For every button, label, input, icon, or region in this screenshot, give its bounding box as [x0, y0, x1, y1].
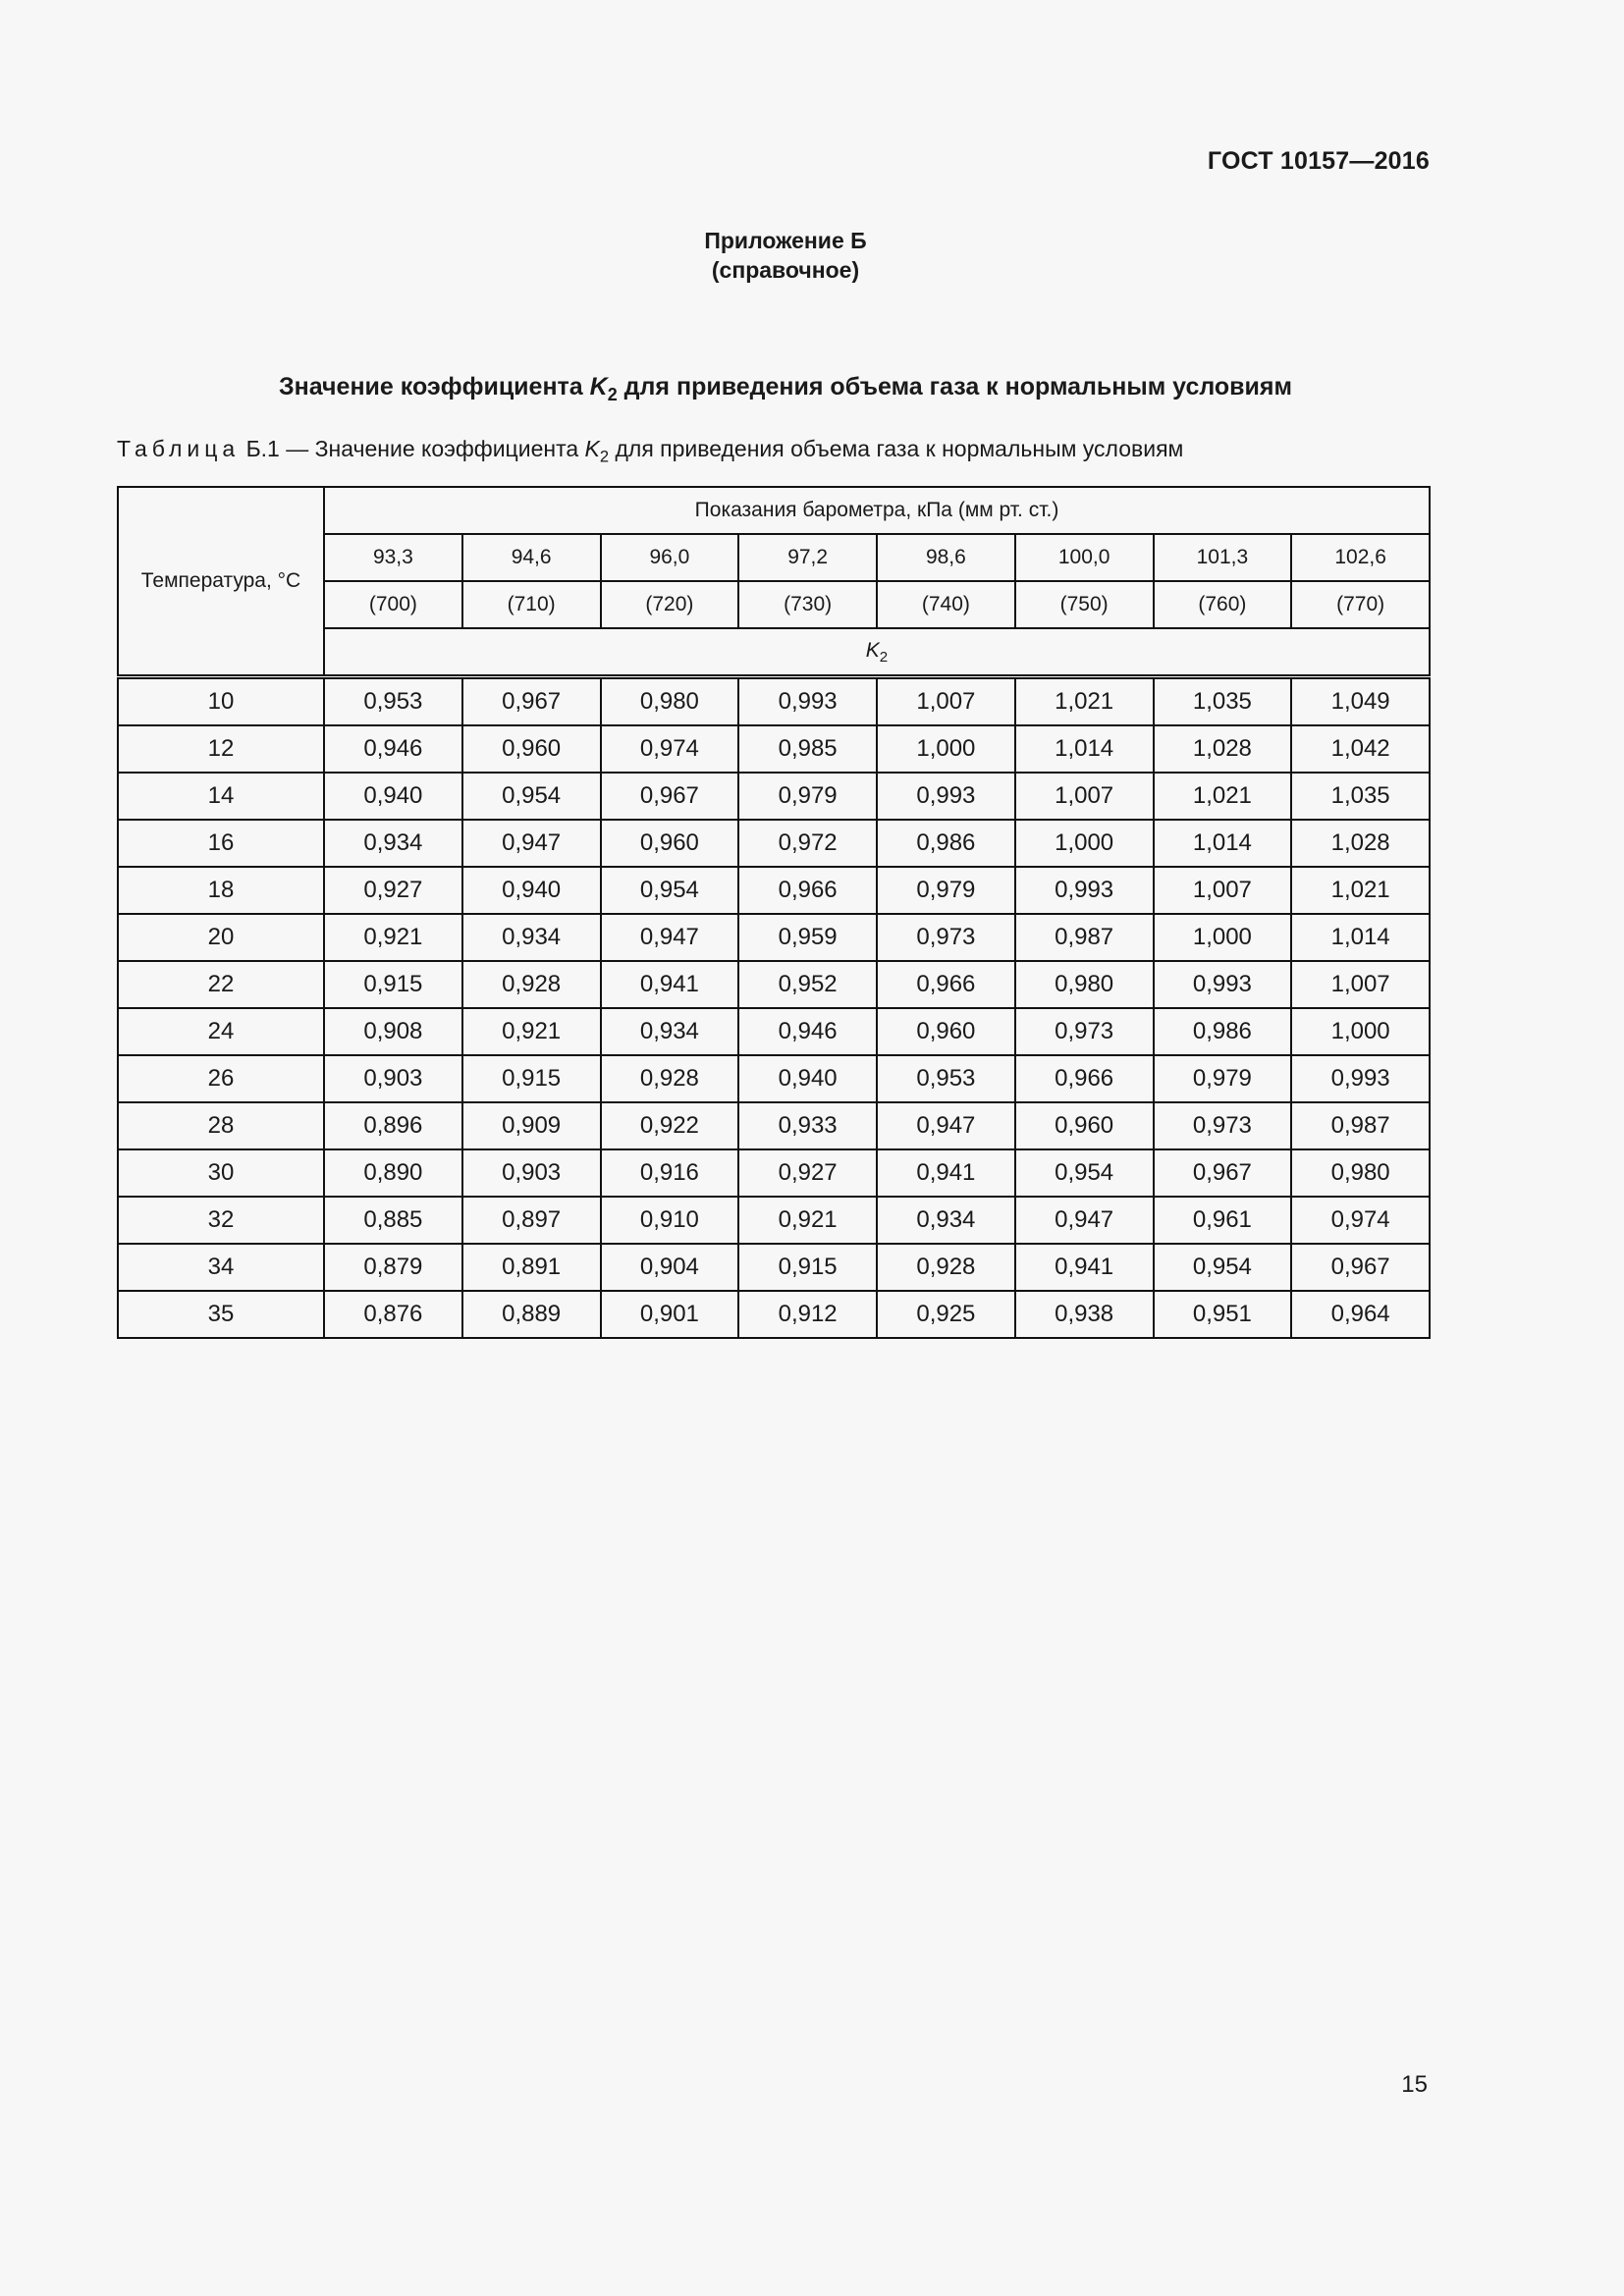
table-row — [118, 1244, 1430, 1291]
k2-value-cell: 0,890 — [324, 1149, 462, 1197]
k2-value-cell: 1,014 — [1154, 820, 1292, 867]
pressure-mmhg-header: (740) — [877, 581, 1015, 628]
table-row — [118, 914, 1430, 961]
pressure-kpa-header: 102,6 — [1291, 534, 1430, 581]
k2-value-cell: 0,974 — [601, 725, 739, 773]
k2-value-cell: 1,000 — [1291, 1008, 1430, 1055]
k2-label — [324, 628, 1430, 677]
k2-value-cell: 0,952 — [738, 961, 877, 1008]
k2-value-cell: 0,967 — [462, 677, 601, 726]
k2-value-cell: 1,007 — [1154, 867, 1292, 914]
k2-value-cell: 0,960 — [601, 820, 739, 867]
k2-value-cell: 0,979 — [738, 773, 877, 820]
pressure-kpa-header: 94,6 — [462, 534, 601, 581]
k2-value-cell: 0,938 — [1015, 1291, 1154, 1338]
k2-value-cell: 0,891 — [462, 1244, 601, 1291]
k2-value-cell: 0,946 — [738, 1008, 877, 1055]
k2-value-cell: 0,986 — [877, 820, 1015, 867]
k2-value-cell: 0,933 — [738, 1102, 877, 1149]
caption-subscript: 2 — [599, 447, 610, 466]
table-row — [118, 677, 1430, 726]
k2-value-cell: 0,941 — [601, 961, 739, 1008]
k2-value-cell: 0,954 — [601, 867, 739, 914]
caption-symbol: K — [584, 436, 600, 461]
k2-value-cell: 0,915 — [324, 961, 462, 1008]
temperature-cell: 18 — [118, 867, 324, 914]
k2-value-cell: 0,940 — [324, 773, 462, 820]
k2-value-cell: 0,889 — [462, 1291, 601, 1338]
pressure-mmhg-header: (760) — [1154, 581, 1292, 628]
k2-value-cell: 0,964 — [1291, 1291, 1430, 1338]
temperature-cell: 28 — [118, 1102, 324, 1149]
k2-value-cell: 0,993 — [1154, 961, 1292, 1008]
table-row — [118, 1055, 1430, 1102]
table-row — [118, 1149, 1430, 1197]
pressure-kpa-header: 98,6 — [877, 534, 1015, 581]
k2-value-cell: 0,921 — [738, 1197, 877, 1244]
k2-value-cell: 0,896 — [324, 1102, 462, 1149]
k2-value-cell: 1,028 — [1154, 725, 1292, 773]
k2-value-cell: 1,007 — [1015, 773, 1154, 820]
k2-value-cell: 0,993 — [1015, 867, 1154, 914]
k2-value-cell: 0,897 — [462, 1197, 601, 1244]
k2-value-cell: 0,993 — [1291, 1055, 1430, 1102]
section-title-end: для приведения объема газа к нормальным условиям — [617, 373, 1292, 400]
pressure-kpa-header: 96,0 — [601, 534, 739, 581]
k2-value-cell: 0,934 — [462, 914, 601, 961]
header-row-group — [118, 487, 1430, 534]
k2-value-cell: 0,947 — [1015, 1197, 1154, 1244]
k2-value-cell: 1,000 — [1015, 820, 1154, 867]
k2-value-cell: 0,973 — [1015, 1008, 1154, 1055]
k2-value-cell: 1,049 — [1291, 677, 1430, 726]
k2-value-cell: 0,940 — [738, 1055, 877, 1102]
k2-value-cell: 1,000 — [877, 725, 1015, 773]
k2-value-cell: 0,915 — [462, 1055, 601, 1102]
pressure-mmhg-header: (710) — [462, 581, 601, 628]
table-row — [118, 867, 1430, 914]
k2-label-subscript: 2 — [879, 648, 889, 666]
k2-value-cell: 0,921 — [324, 914, 462, 961]
k2-value-cell: 0,912 — [738, 1291, 877, 1338]
k2-value-cell: 0,910 — [601, 1197, 739, 1244]
k2-value-cell: 0,979 — [877, 867, 1015, 914]
k2-value-cell: 0,953 — [877, 1055, 1015, 1102]
k2-value-cell: 1,035 — [1154, 677, 1292, 726]
table-caption — [117, 436, 1183, 466]
k2-value-cell: 0,961 — [1154, 1197, 1292, 1244]
k2-value-cell: 0,909 — [462, 1102, 601, 1149]
k2-value-cell: 0,980 — [1291, 1149, 1430, 1197]
k2-value-cell: 0,934 — [324, 820, 462, 867]
k2-value-cell: 0,941 — [877, 1149, 1015, 1197]
pressure-kpa-header: 97,2 — [738, 534, 877, 581]
pressure-mmhg-header: (720) — [601, 581, 739, 628]
k2-value-cell: 0,993 — [738, 677, 877, 726]
temperature-cell: 10 — [118, 677, 324, 726]
k2-value-cell: 1,042 — [1291, 725, 1430, 773]
k2-value-cell: 1,014 — [1291, 914, 1430, 961]
temperature-cell: 35 — [118, 1291, 324, 1338]
k2-value-cell: 0,908 — [324, 1008, 462, 1055]
k2-value-cell: 0,921 — [462, 1008, 601, 1055]
appendix-heading — [0, 226, 1571, 285]
k2-value-cell: 0,972 — [738, 820, 877, 867]
k2-value-cell: 0,973 — [877, 914, 1015, 961]
k2-value-cell: 0,987 — [1291, 1102, 1430, 1149]
k2-value-cell: 1,035 — [1291, 773, 1430, 820]
k2-value-cell: 0,966 — [738, 867, 877, 914]
k2-value-cell: 0,941 — [1015, 1244, 1154, 1291]
section-title — [0, 373, 1571, 405]
temperature-cell: 32 — [118, 1197, 324, 1244]
pressure-mmhg-header: (700) — [324, 581, 462, 628]
k2-value-cell: 0,974 — [1291, 1197, 1430, 1244]
k2-value-cell: 0,967 — [1154, 1149, 1292, 1197]
temperature-header: Температура, °С — [118, 487, 324, 677]
k2-value-cell: 0,903 — [324, 1055, 462, 1102]
k2-value-cell: 0,901 — [601, 1291, 739, 1338]
section-title-symbol: K — [589, 373, 608, 400]
k2-value-cell: 0,967 — [601, 773, 739, 820]
k2-value-cell: 0,879 — [324, 1244, 462, 1291]
k2-value-cell: 1,021 — [1154, 773, 1292, 820]
k2-value-cell: 0,876 — [324, 1291, 462, 1338]
appendix-subtitle: (справочное) — [711, 257, 860, 283]
k2-value-cell: 1,021 — [1015, 677, 1154, 726]
k2-value-cell: 0,916 — [601, 1149, 739, 1197]
k2-value-cell: 0,928 — [601, 1055, 739, 1102]
k2-value-cell: 0,960 — [462, 725, 601, 773]
k2-value-cell: 1,007 — [1291, 961, 1430, 1008]
k2-value-cell: 0,947 — [601, 914, 739, 961]
k2-value-cell: 0,904 — [601, 1244, 739, 1291]
temperature-cell: 22 — [118, 961, 324, 1008]
caption-rest: для приведения объема газа к нормальным условиям — [609, 436, 1184, 461]
k2-value-cell: 0,947 — [877, 1102, 1015, 1149]
k2-value-cell: 0,954 — [1015, 1149, 1154, 1197]
k2-value-cell: 0,934 — [601, 1008, 739, 1055]
k2-value-cell: 0,966 — [877, 961, 1015, 1008]
k2-value-cell: 0,980 — [601, 677, 739, 726]
k2-value-cell: 0,928 — [877, 1244, 1015, 1291]
k2-value-cell: 0,985 — [738, 725, 877, 773]
pressure-mmhg-header: (770) — [1291, 581, 1430, 628]
temperature-cell: 20 — [118, 914, 324, 961]
k2-value-cell: 1,014 — [1015, 725, 1154, 773]
standard-number: ГОСТ 10157—2016 — [1207, 147, 1430, 175]
temperature-cell: 24 — [118, 1008, 324, 1055]
k2-value-cell: 1,000 — [1154, 914, 1292, 961]
appendix-title: Приложение Б — [704, 228, 867, 253]
k2-value-cell: 0,903 — [462, 1149, 601, 1197]
pressure-kpa-header: 101,3 — [1154, 534, 1292, 581]
page-number: 15 — [1401, 2071, 1428, 2098]
section-title-start: Значение коэффициента — [278, 373, 590, 400]
k2-value-cell: 0,928 — [462, 961, 601, 1008]
table-row — [118, 1102, 1430, 1149]
k2-value-cell: 0,953 — [324, 677, 462, 726]
k2-value-cell: 0,934 — [877, 1197, 1015, 1244]
k2-value-cell: 0,954 — [462, 773, 601, 820]
k2-value-cell: 0,967 — [1291, 1244, 1430, 1291]
table-row — [118, 1008, 1430, 1055]
table-row — [118, 961, 1430, 1008]
k2-value-cell: 1,028 — [1291, 820, 1430, 867]
section-title-subscript: 2 — [607, 384, 618, 404]
k2-value-cell: 0,986 — [1154, 1008, 1292, 1055]
k2-value-cell: 0,946 — [324, 725, 462, 773]
table-row — [118, 725, 1430, 773]
k2-value-cell: 0,966 — [1015, 1055, 1154, 1102]
k2-value-cell: 0,960 — [1015, 1102, 1154, 1149]
temperature-cell: 12 — [118, 725, 324, 773]
k2-value-cell: 1,007 — [877, 677, 1015, 726]
k2-value-cell: 0,993 — [877, 773, 1015, 820]
k2-value-cell: 0,927 — [324, 867, 462, 914]
temperature-cell: 14 — [118, 773, 324, 820]
k2-value-cell: 0,959 — [738, 914, 877, 961]
k2-value-cell: 0,954 — [1154, 1244, 1292, 1291]
pressure-kpa-header: 100,0 — [1015, 534, 1154, 581]
pressure-mmhg-header: (730) — [738, 581, 877, 628]
k2-label-symbol: K — [865, 638, 880, 662]
k2-value-cell: 0,940 — [462, 867, 601, 914]
pressure-mmhg-header: (750) — [1015, 581, 1154, 628]
k2-value-cell: 0,885 — [324, 1197, 462, 1244]
table-header — [118, 487, 1430, 677]
barometer-header: Показания барометра, кПа (мм рт. ст.) — [324, 487, 1430, 534]
temperature-cell: 34 — [118, 1244, 324, 1291]
k2-value-cell: 0,973 — [1154, 1102, 1292, 1149]
k2-value-cell: 1,021 — [1291, 867, 1430, 914]
k2-value-cell: 0,925 — [877, 1291, 1015, 1338]
k2-value-cell: 0,987 — [1015, 914, 1154, 961]
table-row — [118, 1197, 1430, 1244]
k2-value-cell: 0,960 — [877, 1008, 1015, 1055]
caption-number: Б.1 — Значение коэффициента — [240, 436, 585, 461]
k2-value-cell: 0,927 — [738, 1149, 877, 1197]
table-row — [118, 773, 1430, 820]
table-row — [118, 1291, 1430, 1338]
k2-value-cell: 0,915 — [738, 1244, 877, 1291]
k2-value-cell: 0,980 — [1015, 961, 1154, 1008]
caption-lead: Таблица — [117, 436, 241, 461]
k2-table — [117, 486, 1431, 1339]
temperature-cell: 26 — [118, 1055, 324, 1102]
temperature-cell: 30 — [118, 1149, 324, 1197]
pressure-kpa-header: 93,3 — [324, 534, 462, 581]
k2-value-cell: 0,979 — [1154, 1055, 1292, 1102]
k2-value-cell: 0,947 — [462, 820, 601, 867]
temperature-cell: 16 — [118, 820, 324, 867]
k2-value-cell: 0,951 — [1154, 1291, 1292, 1338]
table-body — [118, 677, 1430, 1339]
k2-value-cell: 0,922 — [601, 1102, 739, 1149]
table-row — [118, 820, 1430, 867]
